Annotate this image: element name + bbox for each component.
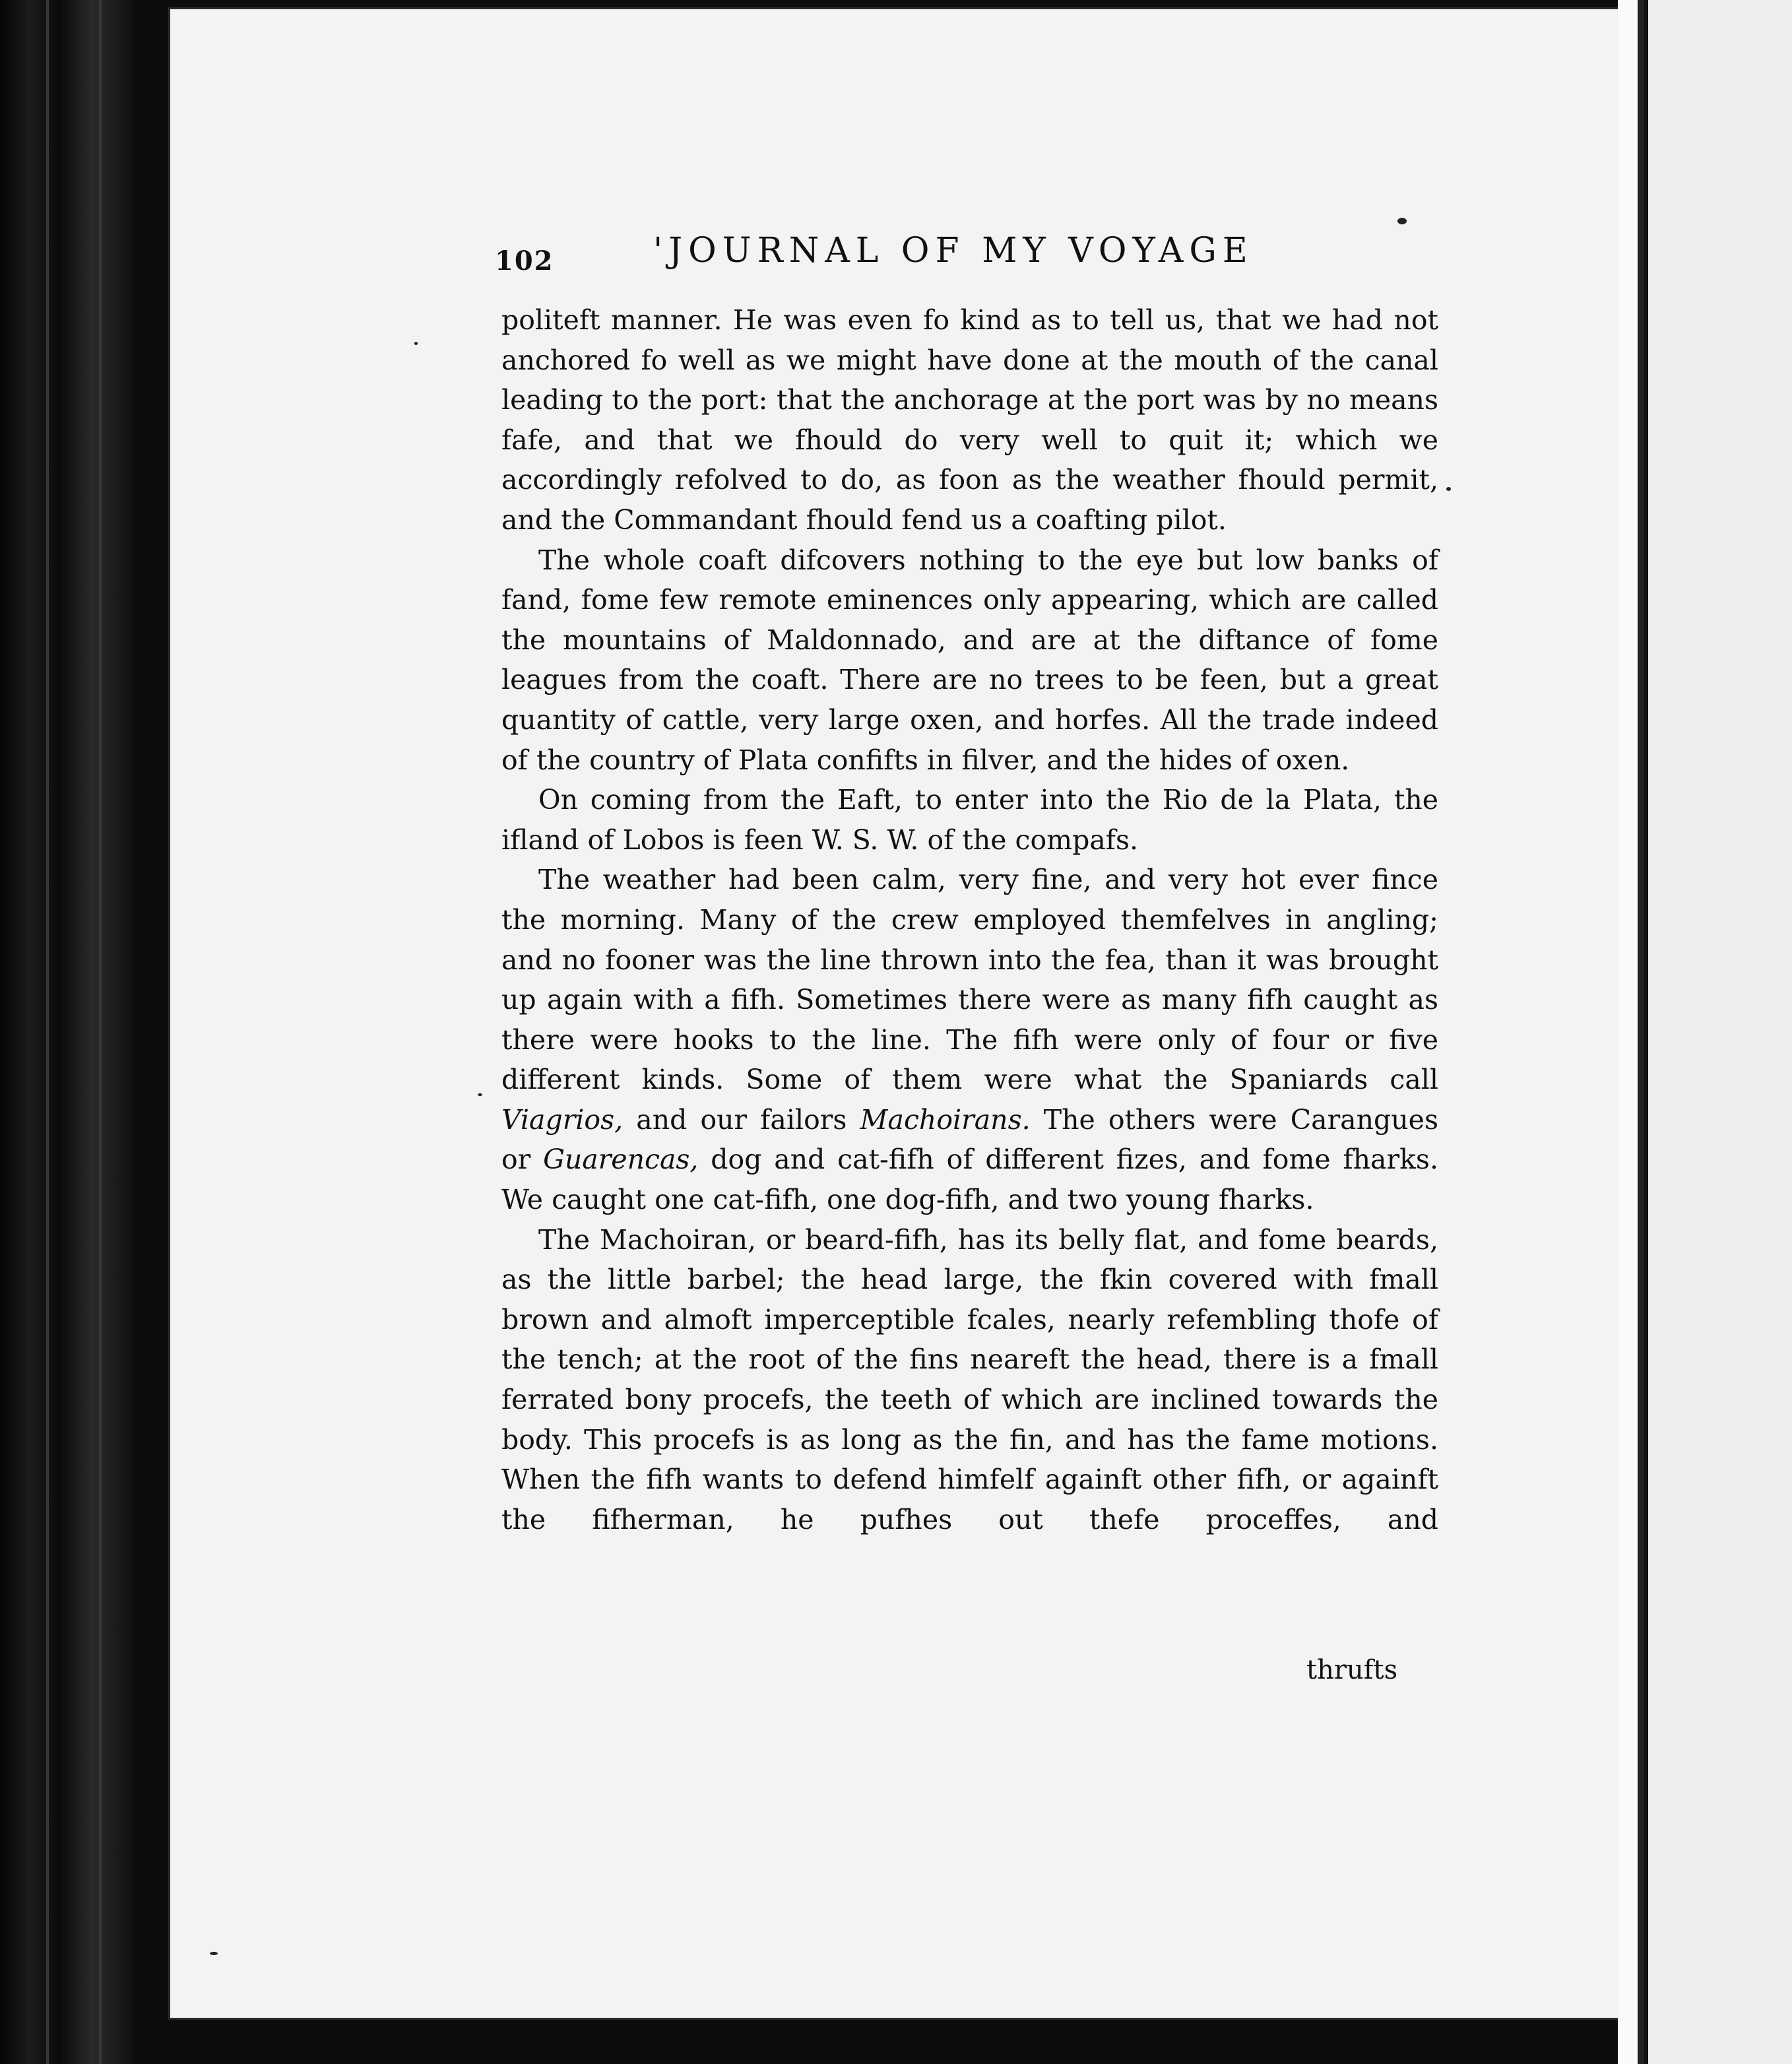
adjacent-page [1644, 0, 1792, 2064]
page-edge [1618, 0, 1638, 2064]
catchword: thrufts [1306, 1655, 1398, 1685]
ink-speck [478, 1093, 482, 1096]
page-header [495, 231, 1445, 284]
ink-speck [414, 342, 418, 345]
page-gutter-shadow [1638, 0, 1644, 2064]
spine-crease [46, 0, 49, 2064]
adjacent-page-edge [1644, 0, 1648, 2064]
paragraph-text: dog and cat-fifh of different fizes, and fome fharks. We caught one cat-fifh, one dog-fifh, and two young fharks. [501, 1144, 1438, 1216]
italic-term: Machoirans. [860, 1103, 1031, 1136]
italic-term: Viagrios, [501, 1103, 624, 1136]
paragraph: politeft manner. He was even fo kind as to tell us, that we had not anchored fo well as we might have done at the mouth of the canal leading to the port: that the anchorage at the port was by no means fafe, and that we fhould do very well to quit it; which we accordingly refolved to do, as foon as the weather fhould permit, and the Commandant fhould fend us a coafting pilot. [501, 304, 1438, 536]
body-text [501, 300, 1438, 1539]
ink-speck [1397, 218, 1407, 224]
italic-term: Guarencas, [543, 1144, 699, 1176]
paragraph-text: The others were Carangues or [501, 1103, 1438, 1176]
ink-speck [210, 1952, 218, 1955]
paragraph-text: The weather had been calm, very fine, and very hot ever fince the morning. Many of the crew employed themfelves in angling; and no fooner was the line thrown into the fea, than it was brought up again with a fifh. Sometimes there were as many fifh caught as there were hooks to the line. The fifh were only of four or five different kinds. Some of them were what the Spaniards call [501, 864, 1438, 1096]
running-head: 'JOURNAL OF MY VOYAGE [653, 231, 1254, 271]
book-spine [0, 0, 132, 2064]
paragraph: On coming from the Eaft, to enter into the Rio de la Plata, the ifland of Lobos is feen W. S. W. of the compafs. [501, 784, 1438, 856]
paragraph [501, 860, 1438, 1219]
paragraph: The Machoiran, or beard-fifh, has its belly flat, and fome beards, as the little barbel; the head large, the fkin covered with fmall brown and almoft imperceptible fcales, nearly refembling thofe of the tench; at the root of the fins neareft the head, there is a fmall ferrated bony procefs, the teeth of which are inclined towards the body. This procefs is as long as the fin, and has the fame motions. When the fifh wants to defend himfelf againft other fifh, or againft the fifherman, he pufhes out thefe proceffes, and [501, 1223, 1438, 1535]
paragraph: The whole coaft difcovers nothing to the eye but low banks of fand, fome few remote eminences only appearing, which are called the mountains of Maldonnado, and are at the diftance of fome leagues from the coaft. There are no trees to be feen, but a great quantity of cattle, very large oxen, and horfes. All the trade indeed of the country of Plata confifts in filver, and the hides of oxen. [501, 544, 1438, 776]
page-number: 102 [495, 245, 554, 276]
ink-speck [1446, 487, 1451, 491]
spine-crease [99, 0, 102, 2064]
paragraph-text: and our failors [623, 1103, 860, 1136]
